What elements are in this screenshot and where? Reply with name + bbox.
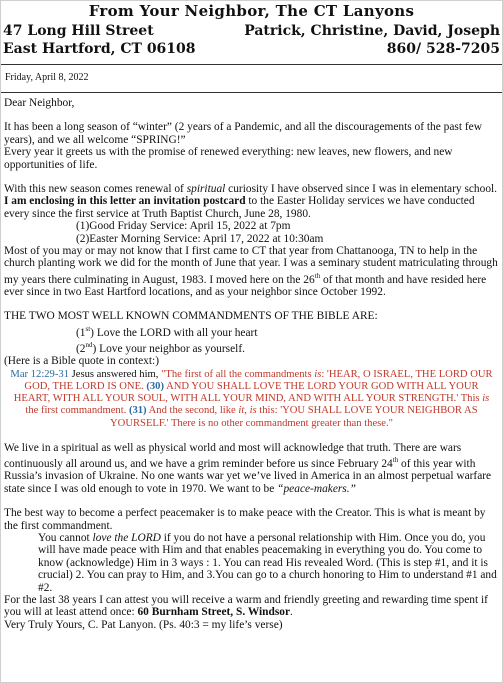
commandments-heading: THE TWO MOST WELL KNOWN COMMANDMENTS OF THE BIBLE ARE: <box>4 310 378 323</box>
street-address: 47 Long Hill Street <box>3 23 154 39</box>
letterhead <box>3 1 500 60</box>
commandment-2: (2nd) Love your neighbor as yourself. <box>76 341 245 355</box>
letterhead-row-2 <box>3 41 500 59</box>
verse-number-30: (30) <box>146 380 164 392</box>
closing-signature: Very Truly Yours, C. Pat Lanyon. (Ps. 40:3 = my life’s verse) <box>4 618 283 631</box>
paragraph-history: Most of you may or may not know that I first came to CT that year from Chattanooga, TN to help in the church planting work we did for the month of June that year. I was a seminary student matriculating through my years there culminating in August, 1983. I moved here on the 26th of that month and have resided here ever since in two East Hartford locations, and as your neighbor since October 1992. <box>4 245 498 299</box>
service-easter-morning: (2)Easter Morning Service: April 17, 2022 at 10:30am <box>76 232 324 245</box>
paragraph-winter: It has been a long season of “winter” (2 years of a Pandemic, and all the discouragements of the past few years), and we all welcome “SPRING!” <box>4 121 482 146</box>
verse-number-31: (31) <box>128 405 147 417</box>
scripture-reference: Mar 12:29-31 <box>10 368 69 380</box>
letterhead-row-1 <box>3 23 500 41</box>
letter-date: Friday, April 8, 2022 <box>5 72 89 83</box>
paragraph-war: We live in a spiritual as well as physical world and most will acknowledge that truth. There are wars continuously all around us, and we have a grim reminder before us since February 24th of this year with Russia’s invasion of Ukraine. No one wants war yet we’ve lived in America in an almost perpetual warfare state since I was old enough to vote in 1970. We want to be “peace-makers.” <box>4 441 492 495</box>
paragraph-church-address: For the last 38 years I can attest you will receive a warm and friendly greeting and rewarding time spent if you will at least attend once: 60 Burnham Street, S. Windsor. <box>4 593 488 619</box>
quote-intro: (Here is a Bible quote in context:) <box>4 355 159 368</box>
letter-body <box>4 97 499 631</box>
bible-quote: Mar 12:29-31 Jesus answered him, "The first of all the commandments is: 'HEAR, O ISRAEL, THE LORD OUR GOD, THE LORD IS ONE. (30) AND YOU SHALL LOVE THE LORD YOUR GOD WITH ALL YOUR HEART, WITH ALL YOUR SOUL, WITH ALL YOUR MIND, AND WITH ALL YOUR STRENGTH.' This is the first commandment. (31) And the second, like it, is this: 'YOU SHALL LOVE YOUR NEIGHBOR AS YOURSELF.' There is no other commandment greater than these." <box>10 368 493 429</box>
city-state-zip: East Hartford, CT 06108 <box>3 41 196 57</box>
paragraph-peacemaker: The best way to become a perfect peacemaker is to make peace with the Creator. This is what is meant by the first commandment. <box>4 507 486 532</box>
paragraph-spring: Every year it greets us with the promise of renewed everything: new leaves, new flowers, and new opportunities of life. <box>4 146 453 171</box>
paragraph-three-ways: You cannot love the LORD if you do not have a personal relationship with Him. Once you do, you will have made peace with Him and that enables peacemaking in everything you do. You come to know (acknowledge) Him in 3 ways : 1. You can read His revealed Word. (This is step #1, and it is crucial) 2. You can pray to Him, and 3.You can go to a church honoring to Him to understand #1 and #2. <box>38 531 497 594</box>
phone-number: 860/ 528-7205 <box>386 41 500 57</box>
family-names: Patrick, Christine, David, Joseph <box>244 23 500 39</box>
service-good-friday: (1)Good Friday Service: April 15, 2022 at 7pm <box>76 220 291 233</box>
letterhead-title: From Your Neighbor, The CT Lanyons <box>88 2 415 20</box>
date-divider <box>1 92 502 93</box>
commandment-1: (1st) Love the LORD with all your heart <box>76 324 258 339</box>
paragraph-invitation: With this new season comes renewal of spiritual curiosity I have observed since I was in elementary school. I am enclosing in this letter an invitation postcard to the Easter Holiday services we have conducted every since the first service at Truth Baptist Church, June 28, 1980. <box>4 183 498 220</box>
header-divider <box>1 64 502 65</box>
salutation: Dear Neighbor, <box>4 97 75 109</box>
